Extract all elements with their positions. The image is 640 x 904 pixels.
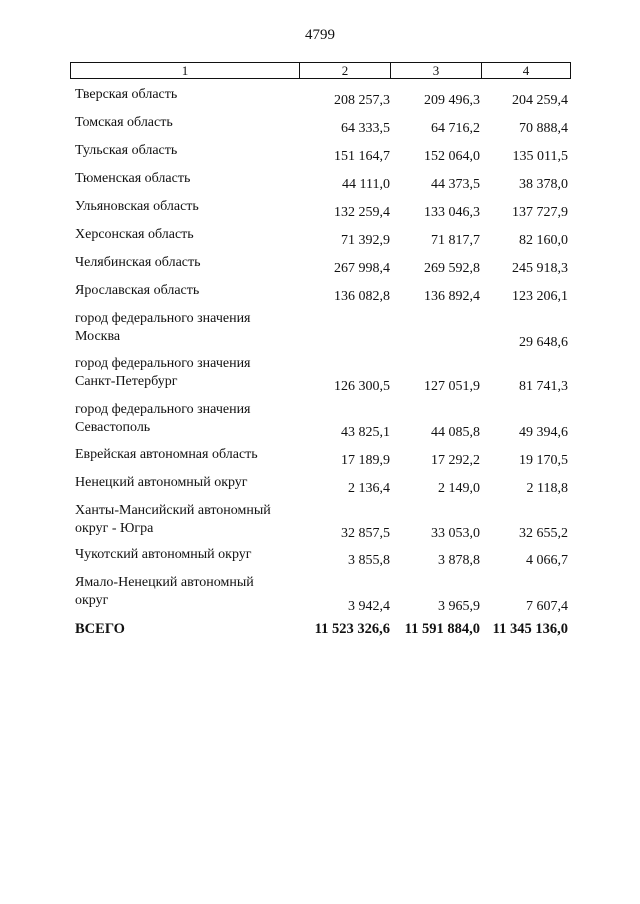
region-name-line-1: город федерального значения (75, 402, 251, 417)
region-name: Челябинская область (75, 255, 201, 270)
value-col3: 64 716,2 (431, 121, 480, 136)
column-header-table (70, 62, 571, 79)
region-name-line-1: Ханты-Мансийский автономный (75, 503, 271, 518)
value-col2: 43 825,1 (341, 425, 390, 440)
value-col3: 269 592,8 (424, 261, 480, 276)
value-col2: 126 300,5 (334, 379, 390, 394)
region-name-line-2: округ (75, 593, 109, 608)
value-col2: 71 392,9 (341, 233, 390, 248)
value-col3: 152 064,0 (424, 149, 480, 164)
value-col4: 7 607,4 (526, 599, 568, 614)
region-name: Херсонская область (75, 227, 194, 242)
value-col2: 132 259,4 (334, 205, 390, 220)
region-name: Томская область (75, 115, 173, 130)
region-name: Чукотский автономный округ (75, 547, 252, 562)
value-col4: 2 118,8 (526, 481, 568, 496)
value-col4: 49 394,6 (519, 425, 568, 440)
page-number: 4799 (305, 27, 335, 43)
column-header-1: 1 (71, 63, 300, 79)
value-col2: 151 164,7 (334, 149, 390, 164)
value-col2: 3 942,4 (348, 599, 390, 614)
value-col3: 3 965,9 (438, 599, 480, 614)
value-col4: 70 888,4 (519, 121, 568, 136)
value-col4: 82 160,0 (519, 233, 568, 248)
region-name: Ярославская область (75, 283, 200, 298)
value-col2: 136 082,8 (334, 289, 390, 304)
value-col3: 44 373,5 (431, 177, 480, 192)
region-name-line-2: Санкт-Петербург (75, 374, 178, 389)
value-col2: 208 257,3 (334, 93, 390, 108)
column-header-4: 4 (482, 63, 571, 79)
value-col2: 32 857,5 (341, 526, 390, 541)
value-col4: 135 011,5 (512, 149, 568, 164)
value-col4: 81 741,3 (519, 379, 568, 394)
region-name: Ульяновская область (75, 199, 199, 214)
value-col2: 3 855,8 (348, 553, 390, 568)
value-col4: 137 727,9 (512, 205, 568, 220)
region-name: Тверская область (75, 87, 178, 102)
value-col4: 123 206,1 (512, 289, 568, 304)
value-col3: 133 046,3 (424, 205, 480, 220)
value-col3: 136 892,4 (424, 289, 480, 304)
region-name-line-1: город федерального значения (75, 356, 251, 371)
value-col3: 3 878,8 (438, 553, 480, 568)
value-col4: 32 655,2 (519, 526, 568, 541)
total-col4: 11 345 136,0 (492, 621, 568, 637)
value-col4: 38 378,0 (519, 177, 568, 192)
region-name-line-2: округ - Югра (75, 521, 154, 536)
value-col4: 4 066,7 (526, 553, 568, 568)
region-name: Тюменская область (75, 171, 191, 186)
value-col3: 33 053,0 (431, 526, 480, 541)
value-col2: 44 111,0 (342, 177, 390, 192)
value-col2: 17 189,9 (341, 453, 390, 468)
column-header-3: 3 (391, 63, 482, 79)
value-col4: 204 259,4 (512, 93, 568, 108)
value-col2: 267 998,4 (334, 261, 390, 276)
value-col4: 245 918,3 (512, 261, 568, 276)
value-col3: 71 817,7 (431, 233, 480, 248)
region-name: Тульская область (75, 143, 178, 158)
region-name: Еврейская автономная область (75, 447, 258, 462)
value-col3: 2 149,0 (438, 481, 480, 496)
total-label: ВСЕГО (75, 621, 125, 637)
total-col3: 11 591 884,0 (404, 621, 480, 637)
region-name: Ненецкий автономный округ (75, 475, 248, 490)
value-col2: 2 136,4 (348, 481, 390, 496)
region-name-line-1: город федерального значения (75, 311, 251, 326)
value-col4: 29 648,6 (519, 335, 568, 350)
value-col3: 209 496,3 (424, 93, 480, 108)
value-col2: 64 333,5 (341, 121, 390, 136)
region-name-line-2: Севастополь (75, 420, 151, 435)
region-name-line-1: Ямало-Ненецкий автономный (75, 575, 254, 590)
column-header-2: 2 (300, 63, 391, 79)
total-col2: 11 523 326,6 (314, 621, 390, 637)
region-name-line-2: Москва (75, 329, 121, 344)
value-col3: 127 051,9 (424, 379, 480, 394)
value-col3: 44 085,8 (431, 425, 480, 440)
value-col3: 17 292,2 (431, 453, 480, 468)
value-col4: 19 170,5 (519, 453, 568, 468)
